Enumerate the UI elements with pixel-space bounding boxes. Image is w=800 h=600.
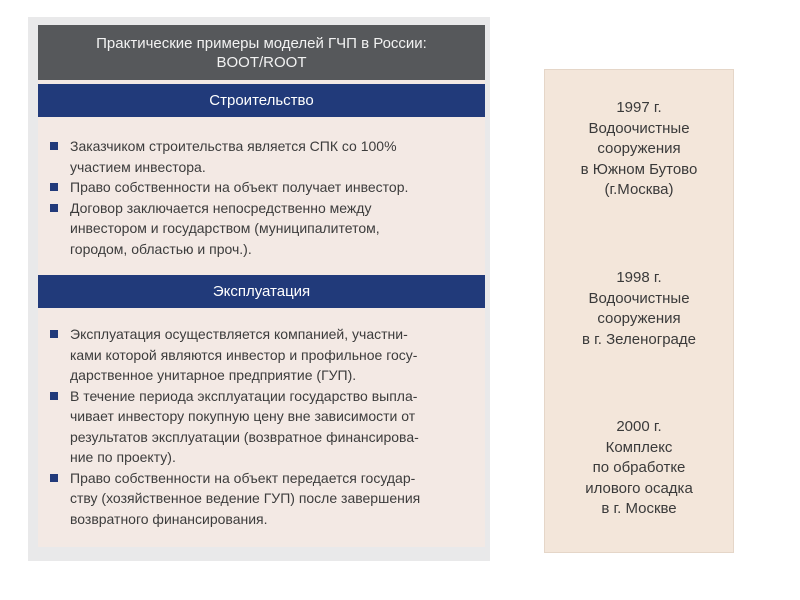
ppp-models-panel <box>38 25 485 547</box>
square-bullet-icon <box>50 204 58 212</box>
item-line: возвратного финансирования. <box>70 510 268 527</box>
operation-header: Эксплуатация <box>38 275 485 308</box>
item-line: дарственное унитарное предприятие (ГУП). <box>70 367 357 383</box>
project-year: 2000 г. <box>616 418 662 435</box>
project-line: Водоочистные <box>588 289 690 307</box>
projects-card <box>544 69 734 553</box>
construction-item <box>46 198 478 260</box>
square-bullet-icon <box>50 183 58 191</box>
item-line: Право собственности на объект передается государ- <box>70 469 416 486</box>
panel-title-line-2: BOOT/ROOT <box>216 53 307 71</box>
item-line: ние по проекту). <box>70 449 176 465</box>
item-line: ками которой являются инвестор и профильное госу- <box>70 346 418 363</box>
construction-list <box>46 136 478 259</box>
operation-item <box>46 468 478 530</box>
panel-title-line-1: Практические примеры моделей ГЧП в России: <box>96 34 427 52</box>
construction-item <box>46 177 478 198</box>
item-line: В течение периода эксплуатации государство выпла- <box>70 387 418 404</box>
project-line: в г. Зеленограде <box>582 330 696 348</box>
project-2000 <box>545 417 733 520</box>
item-line: результатов эксплуатации (возвратное финансирова- <box>70 428 419 445</box>
item-line: участием инвестора. <box>70 158 206 175</box>
item-line: городом, областью и проч.). <box>70 240 252 257</box>
project-line: Комплекс <box>605 438 673 456</box>
item-line: ству (хозяйственное ведение ГУП) после завершения <box>70 490 421 506</box>
item-line: чивает инвестору покупную цену вне зависимости от <box>70 408 416 424</box>
square-bullet-icon <box>50 330 58 338</box>
project-line: в г. Москве <box>601 500 677 517</box>
square-bullet-icon <box>50 142 58 150</box>
project-line: Водоочистные <box>588 119 690 137</box>
item-line: Право собственности на объект получает инвестор. <box>70 179 409 195</box>
project-line: по обработке <box>592 459 686 476</box>
square-bullet-icon <box>50 392 58 400</box>
construction-header: Строительство <box>38 84 485 117</box>
project-1997 <box>545 98 733 201</box>
operation-item <box>46 324 478 386</box>
project-year: 1998 г. <box>616 269 662 286</box>
project-line: (г.Москва) <box>604 181 674 198</box>
project-1998 <box>545 268 733 350</box>
item-line: Заказчиком строительства является СПК со 100% <box>70 138 397 154</box>
item-line: инвестором и государством (муниципалитетом, <box>70 220 380 236</box>
construction-item <box>46 136 478 177</box>
project-line: илового осадка <box>585 479 693 497</box>
item-line: Договор заключается непосредственно между <box>70 199 372 216</box>
project-line: сооружения <box>597 310 681 327</box>
panel-title <box>38 25 485 80</box>
square-bullet-icon <box>50 474 58 482</box>
operation-list <box>46 324 478 529</box>
project-year: 1997 г. <box>616 99 662 116</box>
project-line: сооружения <box>597 140 681 157</box>
operation-item <box>46 386 478 468</box>
item-line: Эксплуатация осуществляется компанией, участни- <box>70 326 408 342</box>
project-line: в Южном Бутово <box>580 160 698 178</box>
